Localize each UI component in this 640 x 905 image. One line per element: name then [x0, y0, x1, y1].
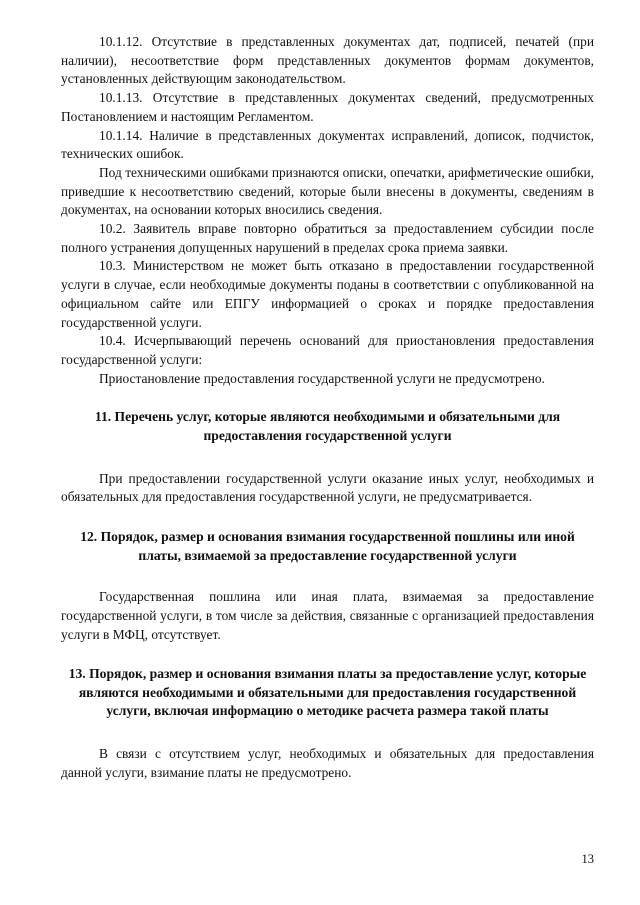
document-page	[61, 33, 594, 782]
paragraph-suspension: Приостановление предоставления государственной услуги не предусмотрено.	[99, 370, 545, 386]
page-number: 13	[581, 852, 594, 866]
section-13-heading: 13. Порядок, размер и основания взимания платы за предоставление услуг, которые являются необходимыми и обязательными для предоставления государственной услуги, включая информацию о методике расчета размера такой платы	[68, 666, 587, 719]
section-11-heading: 11. Перечень услуг, которые являются необходимыми и обязательными для предоставления государственной услуги	[94, 409, 561, 443]
paragraph-10-2: 10.2. Заявитель вправе повторно обратиться за предоставлением субсидии после полного устранения допущенных нарушений в пределах срока приема заявки.	[61, 221, 594, 255]
paragraph-technical-errors: Под техническими ошибками признаются описки, опечатки, арифметические ошибки, приведшие к несоответствию сведений, которые были внесены в документы, сведениям в документах, на основании которых вносились сведения.	[61, 164, 594, 218]
paragraph-section-13: В связи с отсутствием услуг, необходимых и обязательных для предоставления данной услуги, взимание платы не предусмотрено.	[61, 746, 594, 780]
section-12-heading: 12. Порядок, размер и основания взимания государственной пошлины или иной платы, взимаемой за предоставление государственной услуги	[80, 528, 575, 563]
paragraph-10-1-14: 10.1.14. Наличие в представленных документах исправлений, дописок, подчисток, технических ошибок.	[61, 127, 594, 162]
paragraph-section-12: Государственная пошлина или иная плата, взимаемая за предоставление государственной услуги, в том числе за действия, связанные с организацией предоставления услуги в МФЦ, отсутствует.	[61, 589, 594, 642]
paragraph-10-1-13: 10.1.13. Отсутствие в представленных документах сведений, предусмотренных Постановлением и настоящим Регламентом.	[61, 90, 594, 124]
paragraph-section-11: При предоставлении государственной услуги оказание иных услуг, необходимых и обязательных для предоставления государственной услуги, не предусматривается.	[61, 470, 594, 505]
paragraph-10-4: 10.4. Исчерпывающий перечень оснований для приостановления предоставления государственной услуги:	[61, 333, 594, 367]
paragraph-10-1-12: 10.1.12. Отсутствие в представленных документах дат, подписей, печатей (при наличии), несоответствие форм представленных документов формам документов, установленных действующим законодательством.	[61, 34, 594, 87]
paragraph-10-3: 10.3. Министерством не может быть отказано в предоставлении государственной услуги в случае, если необходимые документы поданы в соответствии с опубликованной на официальном сайте или ЕПГУ информацией о сроках и порядке предоставления государственной услуги.	[61, 258, 594, 330]
